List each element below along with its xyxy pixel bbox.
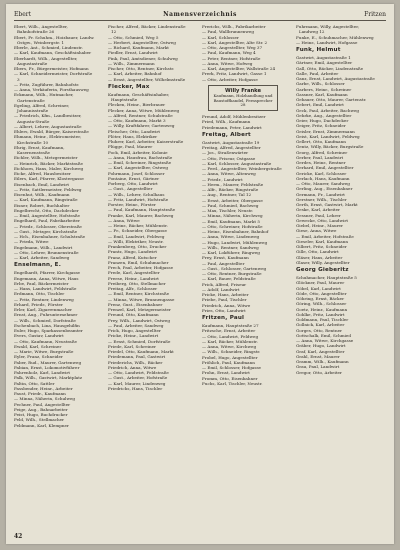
directory-entry: — Paul, Kaufmann, Hauptstraße	[108, 207, 176, 213]
directory-entry: — Wilh., Zimmermann	[108, 60, 155, 66]
directory-entry: — Fritz, Sattlermeister, Feldweg	[14, 186, 82, 192]
directory-entry: Gerdes, Heinr., Rentner	[296, 160, 346, 165]
directory-entry: — Gust., Arbeiter, Hofstraße	[108, 375, 168, 381]
directory-entry: Euler, Hugo, Sparkassenbeamter	[14, 328, 83, 333]
directory-entry: Faltin, Otto, Sattler	[14, 380, 55, 386]
directory-entry: Ehmann, Heinr., Elektromeister, Kirchstraße 10	[14, 134, 82, 145]
column-2	[108, 24, 190, 532]
directory-entry: Frick, Hugo, Angestellter	[108, 328, 161, 333]
directory-entry: Gall, Otto, Bäcker, Lindenstraße	[296, 65, 364, 71]
directory-entry: Erler, Karl, Zigarrenmacher	[14, 307, 72, 312]
directory-entry: Eicke, Alfred, Hausbesitzer	[14, 171, 71, 176]
directory-entry: — Paul, Arbeiter, Sandweg	[108, 322, 164, 328]
directory-entry: Fromm, Otto, Eisenbahner	[202, 375, 258, 381]
directory-entry: Gebert, Emil, Landwirt	[296, 102, 344, 108]
directory-entry: — Friedr., Landwirt	[202, 176, 243, 182]
directory-entry: Engemann, Anna, Witwe, Haus	[14, 275, 79, 281]
directory-entry: Gerber, Paul, Landwirt	[296, 154, 344, 160]
directory-entry: Gehrke, Aug., Angestellter	[296, 112, 352, 118]
column-4	[296, 24, 378, 532]
directory-entry: Fock, Emil, Arbeiter, Kolonie	[108, 149, 168, 155]
directory-entry: Fluhrer, Karl, Arbeiter, Kaiserstraße	[108, 139, 184, 144]
directory-entry: — Otto, Landwirt, Feldstraße	[108, 370, 169, 375]
directory-entry: — Anna, Witwe, Kirchgasse	[296, 338, 354, 343]
directory-entry: Frick, Alfred, Friseur	[202, 281, 247, 287]
directory-entry: — Heinr., Eisenbahner, Bahnhof	[202, 229, 269, 235]
directory-entry: Forster, Heinr., Förster	[108, 202, 156, 207]
column-3	[202, 24, 284, 532]
directory-entry: — Gust., Schlosser, Gartenweg	[202, 265, 267, 271]
directory-entry: Eichhorn, Hans, Maler, Kirchweg	[14, 165, 84, 171]
directory-entry: Göring, Wilh., Schlosser	[296, 301, 347, 307]
directory-entry: Engelbrecht, Otto, Dachdecker	[14, 207, 79, 213]
directory-entry: — Karl, Kaufmann, Geschäftsinhaber	[14, 50, 92, 56]
directory-entry: Ehrig, Ernst, Kaufmann, Kasernenstraße	[14, 144, 65, 155]
directory-entry: Fontaine, Ernst, Gärtner	[108, 175, 160, 181]
columns-container	[14, 24, 386, 532]
directory-entry: — Otto, Maurer, Sandweg	[296, 181, 350, 186]
directory-entry: Gille, Otto, Landwirt	[296, 249, 339, 255]
advertisement-text: Kaufmann, Holzhandlung und Baustoffhandel, Fernsprecher 28	[213, 93, 273, 108]
directory-entry: Gläser, Hans, Arbeiter	[296, 254, 343, 260]
directory-entry: Fabian, Ernst, Lokomotivführer	[14, 364, 80, 370]
directory-entry: Eberhardt, Wilh., Angestellter, Augustastraße	[14, 55, 78, 66]
directory-entry: Frerk, Fritz, Landwirt, Gasse 1	[202, 71, 267, 77]
directory-entry: — Karl, Angestellter, Wallstraße 24	[202, 66, 276, 71]
directory-entry: Frey, Ernst, Kaufmann	[202, 255, 249, 261]
directory-entry: Franz, Alfred, Kutscher	[108, 254, 157, 260]
directory-entry: Gollnick, Karl, Arbeiter	[296, 322, 345, 328]
directory-entry: Erdmann, Otto, Tischler	[14, 291, 65, 297]
directory-entry: — Heinr., Landwirt, Hofgasse	[296, 39, 358, 45]
directory-entry: Friedrichs, Hans, Tischler	[108, 385, 163, 391]
directory-entry: Eisner, Robert, Buchhalter	[14, 202, 70, 208]
directory-entry: — Gust., Angestellter	[108, 186, 153, 192]
directory-entry: — Otto, Schmied, Weg 5	[108, 34, 159, 40]
directory-entry: Schuhmacher, Hauptstraße 5	[296, 275, 357, 280]
directory-entry: Geiger, Fritz, Schneider	[296, 123, 346, 129]
directory-entry: Engelhard, Paul, Fabrikarbeiter	[14, 218, 80, 224]
directory-entry: Geisler, Ernst, Zimmermann	[296, 128, 355, 134]
directory-entry: Engelhardt, Pfarrer, Kirchgasse	[14, 270, 80, 276]
directory-entry: Gericke, Karl, Schlosser	[296, 170, 347, 176]
directory-entry: — Albert, Lehrer, Augustastraße	[14, 123, 82, 129]
directory-entry: Evers, Gustav, Landwirt	[14, 333, 64, 339]
directory-entry: — Otto, Arbeiter, Hofgasse	[202, 76, 258, 82]
directory-entry: Gerlach, Hans, Kaufmann	[296, 175, 350, 181]
featured-entry-heading: Flecker, Max	[108, 83, 150, 90]
directory-entry: — Otto, Rentner, Burgstraße	[202, 271, 262, 277]
directory-entry: — Ernst, Angestellter, Wilhelmstraße	[108, 76, 186, 82]
directory-entry: — Richard, Kaufmann, Markt	[108, 45, 169, 50]
directory-entry: Georg, Alfred, Schreiner	[296, 149, 348, 155]
directory-entry: Galle, Paul, Arbeiter	[296, 70, 339, 76]
directory-entry: Freitag, Alfr., Schlosser	[108, 286, 158, 291]
featured-entry-heading: Georg Gieberitz	[296, 267, 349, 273]
header-rule	[14, 20, 386, 21]
directory-entry: — Anna, Witwe, Altenweg	[202, 171, 256, 177]
directory-entry: Feldmann, Karl, Klempner	[14, 422, 69, 428]
directory-entry: Frohn, Ernst, Landwirt	[202, 370, 250, 376]
directory-entry: Eisenbach, Emil, Landwirt	[14, 181, 69, 187]
directory-entry: Freund, Adolf, Mühlenbesitzer	[202, 114, 266, 120]
directory-entry: — Paul, Schmied, Bachweg	[202, 202, 259, 208]
directory-entry: — Otto, Angestellter, Weg 37	[202, 45, 263, 50]
directory-entry: — Heinr., Bäcker, Mühlenstr.	[108, 223, 168, 228]
directory-entry: — Karl, Schlosser	[202, 34, 239, 40]
directory-entry: — Otto, Kaufmann, Markt 3	[108, 118, 166, 123]
directory-entry: Fechner, Paul, Angestellter	[14, 401, 71, 407]
directory-entry: — Anna, Witwe, Kirchweg	[202, 344, 257, 350]
directory-entry: — Otto, Schreiner, Hofstraße	[202, 223, 263, 229]
header-left-keyword: Ebert	[14, 11, 32, 18]
directory-entry: Frerichs, Wilh., Fabrikarbeiter	[202, 24, 266, 29]
directory-entry: Eckmann, Wilh., Hutmacher, Gartenstraße	[14, 92, 74, 103]
directory-entry: Geier, Hugo, Dachdecker	[296, 118, 349, 123]
directory-entry: — Karl, Angestellter, Ostweg	[108, 165, 169, 171]
directory-entry: Flecken, Heinr., Bierbrauer	[108, 102, 166, 108]
directory-entry: Fuhrmann, Willy, Angestellter, Landweg 12	[296, 24, 360, 35]
directory-entry: Friedel, Otto, Kaufmann, Markt	[108, 349, 174, 354]
directory-entry: Gastwirt, Augustastraße 1	[296, 55, 351, 60]
directory-entry: Ebert, Wilh., Angestellter, Bahnhofstraße 26	[14, 24, 68, 35]
directory-entry: — Hans, Landwirt, Feldstraße	[14, 286, 77, 291]
directory-entry: Franzen, Emil, Schuhmacher	[108, 259, 169, 265]
directory-entry: — Adolf, Landwirt	[202, 286, 240, 292]
directory-entry: Giebel, Heinr., Maurer	[296, 223, 343, 228]
directory-entry: Fahrenholz, Karl, Landwirt	[14, 370, 71, 375]
directory-entry: — Emil, Schreiner, Ringstraße	[108, 160, 172, 165]
directory-entry: — Anna, Witwe	[108, 217, 140, 223]
page-header	[14, 10, 386, 20]
directory-entry: Garbers, Heinr., Schreiner	[296, 86, 352, 92]
directory-entry: Feige, Aug., Bahnarbeiter	[14, 406, 68, 412]
directory-entry: Ganz, Ernst, Landwirt, Augustastraße	[296, 76, 375, 81]
directory-entry: — Karl, Angestellter, Alte Str. 2	[202, 39, 268, 45]
directory-entry: — Willi, Elektriker, Neustr.	[108, 238, 164, 244]
directory-entry: Graf, Karl, Angestellter	[296, 348, 345, 354]
directory-entry: Feld, Wilh., Stellmacher	[14, 417, 64, 423]
directory-entry: — Fritz, Landwirt, Hofstraße	[108, 196, 169, 202]
directory-entry: — Fritz, Zugführer, Bahnhofstr.	[14, 81, 80, 87]
directory-entry: — Anna, Witwe, Lindenweg	[202, 234, 260, 240]
directory-entry: Goetz, Heinr., Kaufmann	[296, 306, 348, 312]
directory-entry: — Wilh., Schneider, Ringstr.	[202, 349, 261, 355]
directory-entry: — Ferd., Angestellter, Weinbergstraße	[202, 166, 282, 172]
directory-entry: Gramm, Wilh., Kaufmann	[296, 359, 349, 364]
directory-entry: — Willy, Kraftfahrer, Gartenweg	[108, 123, 175, 129]
directory-entry: Gilbert, Fritz, Schneider	[296, 244, 347, 249]
directory-entry: Friederichs, Wilh., Bäcker	[108, 359, 163, 365]
directory-entry: — Alfred, Rentner, Schulstraße	[108, 112, 173, 118]
directory-entry: — Emil, Rentner, Kirchstraße	[108, 291, 169, 297]
directory-entry: Eilers, Karl, Pfarrer, Klostergasse	[14, 176, 84, 182]
directory-entry: Fricke, Heinr., Landwirt	[108, 333, 159, 339]
directory-entry: Falk, Wilh., Gastwirt, Marktplatz	[14, 375, 83, 381]
directory-entry: Engelmann, Wilh., Landwirt	[14, 244, 73, 250]
directory-entry: Gebauer, Otto, Maurer, Gartenstr.	[296, 97, 367, 102]
directory-entry: — Hugo, Landwirt, Mühlenweg	[202, 239, 268, 245]
directory-entry: Fiedler, Ernst, Landwirt	[108, 50, 158, 56]
directory-entry: Friede, Karl, Schreiner	[108, 343, 156, 349]
directory-entry: Friedemann, Peter, Landwirt	[202, 124, 262, 130]
directory-entry: Freiberg, Otto, Stellmacher	[108, 280, 166, 286]
directory-entry: — Wilh., Rentner, Sandweg	[202, 244, 259, 250]
directory-entry: Garbe, Wilh., Schlosser	[296, 81, 345, 87]
directory-entry: Eisenhut, Wilh., Kaufmann	[14, 192, 70, 197]
directory-entry: Fohrmann, Josef, Schlosser	[108, 170, 165, 176]
directory-entry: — Emil, Kaufmann, Markt 5	[202, 218, 260, 224]
directory-entry: Kaufmann, Geschäftsinhaber, Hauptstraße	[108, 91, 170, 102]
directory-entry: — Karl, Kaufmann, Ringstraße	[14, 197, 78, 203]
directory-entry: Gärtner, Emil, Angestellter	[296, 60, 353, 66]
directory-page	[6, 4, 394, 544]
directory-entry: Gerhard, Emil, Angestellter	[296, 165, 354, 171]
directory-entry: Göde, Otto, Angestellter	[296, 290, 347, 296]
directory-entry: Geist, Karl, Landwirt, Feldweg	[296, 133, 360, 139]
directory-entry: Erbe, Paul, Bäckermeister	[14, 280, 69, 286]
directory-entry: — Ernst, Arbeiter, Obergasse	[202, 197, 263, 203]
column-1	[14, 24, 96, 532]
directory-entry: Gregor, Otto, Arbeiter	[296, 369, 342, 375]
directory-entry: Frey, Wilh., Landwirt, Ostweg	[108, 317, 170, 323]
directory-entry: Franke, Karl, Maurer, Bachweg	[108, 212, 174, 218]
directory-entry: Gastwirt, Augustastraße 19	[202, 139, 260, 145]
directory-entry: Eyler, Franz, Schneider	[14, 354, 63, 360]
directory-entry: — Karl, Lokführer, Ringweg	[202, 250, 260, 256]
directory-entry: Ehlers, Ewald, Bürger, Kaiserstraße	[14, 129, 89, 134]
directory-entry: Faber, Rud., Maurer, Gartenweg	[14, 359, 82, 365]
featured-entry-heading: Funk, Helmut	[296, 47, 341, 53]
directory-entry: — Alfr., Bäcker, Ringstraße	[202, 187, 259, 193]
page-number: 42	[14, 533, 23, 540]
directory-entry: Frankenberg, Otto, Drucker	[108, 244, 167, 249]
directory-entry: — Wilh., Lehrer, Schulhaus	[108, 191, 165, 197]
directory-entry: Glaser, Willy, Angestellter	[296, 259, 350, 265]
directory-entry: — Otto, Landwirt, Feldweg	[202, 333, 259, 339]
directory-entry: — Karl, Schlosser, Augustastraße	[202, 160, 272, 166]
directory-entry: Gieseler, Karl, Kaufmann	[296, 238, 348, 244]
directory-entry: Funke, E., Schuhmacher, Mühlenweg	[296, 34, 374, 40]
directory-entry: — Karl, Arbeiter, Sandweg	[14, 255, 70, 260]
directory-entry: — Emil, Angestellter, Hofstraße	[14, 213, 80, 218]
directory-entry: Fuchs, Karl, Tischler, Neustr.	[202, 380, 263, 386]
featured-entry-heading: Freitag, Albert	[202, 131, 251, 138]
directory-entry: — Emil, Schlosser, Hofgasse	[202, 365, 261, 371]
directory-entry: Fassbender, Heinr., Arbeiter	[14, 385, 73, 391]
directory-entry: Friebe, Paul, Tischler	[202, 297, 247, 303]
directory-entry: Gellert, Otto, Kaufmann	[296, 139, 346, 144]
advertisement-box	[208, 85, 278, 111]
directory-entry: — Karl, Arbeiter, Bahnhof	[108, 71, 162, 77]
directory-entry: Gerth, Ernst, Gastwirt, Markt	[296, 202, 358, 207]
directory-entry: Fries, Otto, Landwirt	[202, 307, 246, 313]
directory-entry: Freund, Otto, Kaufmann	[108, 312, 159, 318]
featured-entry-heading: Enselmann, E.	[14, 262, 62, 269]
directory-entry: Fischer, Otto, Rentner, Kirchstr.	[108, 66, 175, 71]
directory-entry: Fröhlich, Paul, Kaufmann	[202, 359, 255, 365]
directory-entry: Gerling, Aug., Eisenbahner	[296, 186, 353, 192]
directory-entry: Frobel, Hugo, Angestellter	[202, 354, 258, 360]
directory-entry: Egeling, Alfred, Schreiner, Johannisstraße	[14, 102, 70, 113]
featured-entry-heading: Fritzen, Paul	[202, 315, 245, 322]
directory-entry: Kaufmann, Hauptstraße 27	[202, 323, 259, 329]
directory-entry: — Anna, Witwe, Hofweg	[202, 60, 253, 66]
directory-entry: — Minna, Witwe, Brunnengasse	[108, 296, 175, 302]
directory-entry: — Paul, Wallbrunnenweg	[202, 29, 254, 35]
directory-entry: Eberle, Ant., Schmied, Lindenstr.	[14, 45, 83, 50]
directory-entry: — Jos., Straßenwärter	[202, 150, 249, 156]
directory-entry: — Herbert, Angestellter, Ostweg	[108, 39, 176, 45]
directory-entry: — Karl, Maurer, Lindenweg	[108, 380, 166, 386]
directory-entry: — Karl, Bäcker, Mühlenstr.	[202, 338, 258, 344]
directory-entry: Ewald, Karl, Schreiner	[14, 343, 62, 349]
directory-entry: — Emil, Arbeiter, Hofstraße	[296, 233, 354, 239]
directory-entry: — Minna, Näherin, Kirchweg	[202, 213, 263, 219]
directory-entry: Friedrich, Anna, Witwe	[202, 302, 251, 308]
directory-entry: Fink, Paul, Amtsdiener, Schulweg	[108, 55, 178, 61]
directory-entry: Gewecke, Otto, Landwirt	[296, 217, 348, 223]
directory-entry: Ebers, Fr., Bürgermeister, Hofmann	[14, 66, 89, 71]
directory-entry: Fleischer, Otto, Landwirt	[108, 128, 160, 134]
directory-entry: Fried, Wilh., Kaufmann	[202, 119, 251, 125]
directory-entry: — Heinrich, Bäcker, Marktstraße	[14, 160, 83, 166]
directory-entry: Friedrich, Anna, Witwe	[108, 364, 157, 370]
directory-entry: Gentz, Willy, Bäcker, Burgstraße	[296, 144, 364, 150]
directory-entry: — Otto, Friseur, Ostgasse	[202, 155, 256, 161]
directory-entry: Erhard, Friedr., Förster	[14, 301, 63, 307]
directory-entry: — Hch., Eisenbahner, Schulstraße	[14, 234, 86, 239]
directory-entry: — Frieda, Witwe	[14, 239, 49, 245]
directory-entry: Germann, Fr., Landwirt	[296, 191, 345, 197]
directory-entry: — Gust., Metzger, Kirchstraße	[14, 228, 78, 234]
directory-entry: Ernst, Aug., Fuhrunternehmer	[14, 312, 78, 318]
directory-entry: — Fr., Schneider, Obergasse	[108, 228, 167, 234]
directory-entry: — Friedr., Schlosser, Oberstraße	[14, 223, 82, 229]
directory-entry: Frenzel, Karl, Metzgermeister	[108, 307, 171, 312]
directory-entry: Gerstner, Wilh., Tischler	[296, 196, 347, 202]
directory-entry: Frantz, Hugo, Landwirt	[108, 249, 158, 255]
directory-entry: — Emil, Landwirt, Feldweg	[108, 233, 165, 239]
directory-entry: Eichler, Wilh., Metzgermeister	[14, 155, 78, 161]
directory-entry: Geske, Karl, Arbeiter	[296, 207, 340, 213]
directory-entry: Freese, Heinr., Landwirt	[108, 275, 159, 281]
directory-entry: Frenz, Gust., Eisenbahner	[108, 301, 163, 307]
directory-entry: — Minna, Näherin, Schulweg	[14, 396, 76, 402]
directory-entry: Flügge, Paul, Maurer	[108, 144, 153, 150]
advertisement-title: Willy Franke	[224, 87, 262, 94]
directory-entry: — Herm., Maurer, Feldstraße	[202, 181, 264, 187]
directory-entry: Giese, Anna, Witwe	[296, 228, 337, 234]
directory-entry: Gottschalk, Emil, Schmied	[296, 332, 351, 338]
directory-entry: Fischer, Alfred, Bäcker, Lindenstraße 12	[108, 24, 186, 35]
directory-entry: — Paul, Angestellter	[202, 260, 245, 266]
directory-entry: Forberg, Otto, Landwirt	[108, 181, 158, 186]
directory-entry: — Anna, Verkäuferin, Forsthausweg	[14, 87, 89, 92]
directory-entry: Faust, Friedr., Kaufmann	[14, 391, 66, 396]
directory-entry: — Fritz, Rentner, Lindenweg	[14, 296, 74, 302]
directory-entry: Frech, Paul, Arbeiter, Hofgasse	[108, 265, 173, 270]
directory-entry: Fritzsche, Ernst, Arbeiter	[202, 328, 256, 334]
directory-entry: Flecker, Anna, Witwe, Mühlenweg	[108, 107, 180, 113]
directory-entry: Eschenbach, Lina, Hausgehilfin	[14, 322, 80, 328]
directory-entry: — Otto, Kaufmann, Neustraße	[14, 338, 77, 344]
directory-entry: — Marie, Witwe, Burgstraße	[14, 349, 74, 354]
directory-entry: — Ernst, Schmied, Dorfstraße	[108, 338, 171, 344]
directory-entry: — Wilh., Schmied, Dorfstraße	[14, 317, 76, 323]
directory-entry: Flöter, Hans, Elektriker	[108, 133, 158, 139]
directory-entry: Gräber, Hugo, Landwirt	[296, 343, 346, 349]
directory-entry: — Aug., Rentner, Tal 12	[202, 192, 252, 198]
directory-entry: — Karl, Schneidermeister, Dorfstraße 3	[14, 71, 93, 82]
header-title: Namensverzeichnis	[163, 11, 237, 18]
directory-entry: Freitag, Alfred, Angestellter	[202, 145, 261, 151]
directory-entry: — Paul, Kaufmann, Weg 4	[202, 50, 256, 56]
header-right-keyword: Fritzen	[364, 11, 386, 18]
directory-entry: — Karl, Bauer, Feldstraße	[202, 276, 256, 282]
directory-entry: Glöckner, Paul, Maurer	[296, 280, 345, 286]
directory-entry: Göbel, Karl, Landwirt	[296, 285, 341, 291]
directory-entry: — Anna, Hausfrau, Bachstraße	[108, 154, 173, 160]
directory-entry: — Peter, Rentner, Hofstraße	[202, 55, 261, 61]
directory-entry: Gohlke, Fritz, Landwirt	[296, 311, 345, 317]
directory-entry: — Max, Tischler, Neustr.	[202, 208, 254, 214]
directory-entry: Grau, Paul, Landwirt	[296, 364, 340, 370]
directory-entry: Feist, Hugo, Buchdrucker	[14, 412, 68, 417]
directory-entry: Friedemann, Paul, Gastwirt	[108, 354, 166, 360]
directory-entry: Göhring, Ernst, Bäcker	[296, 296, 345, 301]
directory-entry: Geck, Paul, Arbeiter, Bachweg	[296, 107, 359, 113]
directory-entry: Gorges, Otto, Rentner	[296, 327, 342, 333]
directory-entry: Fricke, Hans, Arbeiter	[202, 292, 249, 298]
directory-entry: Gessner, Paul, Lehrer	[296, 212, 341, 218]
directory-entry: Frede, Karl, Angestellter	[108, 270, 160, 276]
directory-entry: Goldmann, Paul, Tischler	[296, 317, 349, 322]
directory-entry: — Friedrich, Kfm., Landbesitzer, Augusta-Straße	[14, 113, 82, 124]
directory-entry: Grahl, Ernst, Maurer	[296, 353, 340, 359]
directory-entry: Ebert, Fr. Schuhm., Hoizbauer, Landw. Ostgw., Weinbergstr. 1	[14, 34, 95, 45]
directory-entry: Gassner, Karl, Kaufmann	[296, 91, 348, 97]
directory-entry: — Otto, Lehrer, Brunnenstraße	[14, 249, 79, 255]
